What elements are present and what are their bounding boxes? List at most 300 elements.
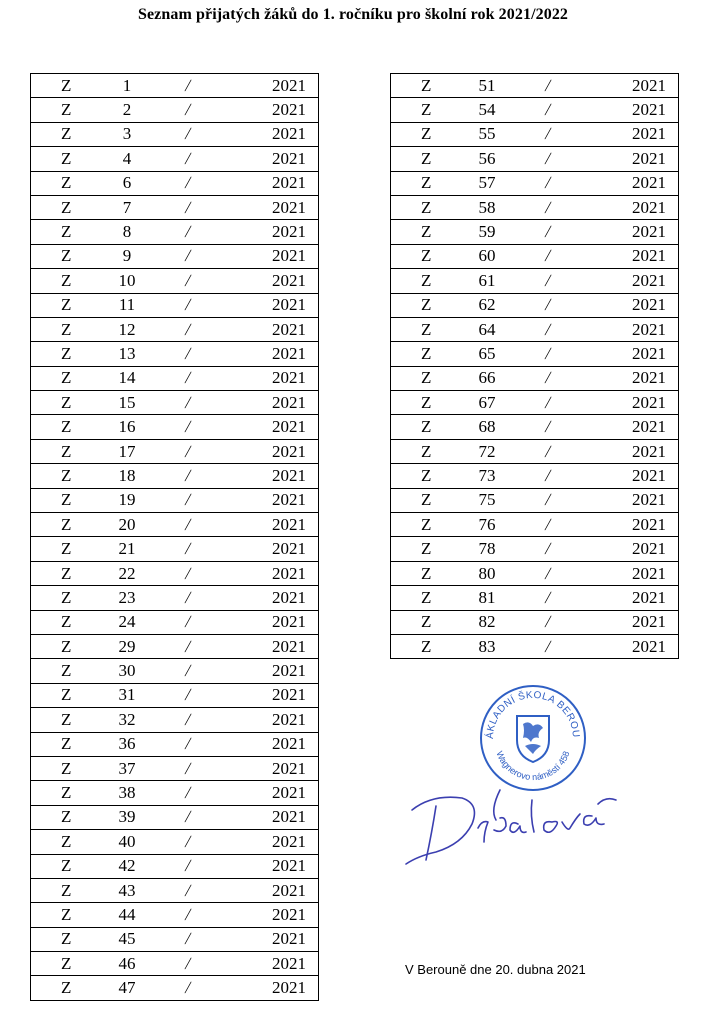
year: 2021	[632, 636, 666, 656]
school-stamp	[477, 680, 589, 792]
place-and-date: V Berouně dne 20. dubna 2021	[405, 962, 586, 977]
year: 2021	[272, 831, 306, 851]
year: 2021	[632, 343, 666, 363]
student-number: 56	[478, 148, 496, 168]
separator: /	[183, 929, 193, 949]
year: 2021	[272, 539, 306, 559]
svg-text:ZÁKLADNÍ ŠKOLA BEROUN: ÁKLADNÍ ŠKOLA BEROU	[484, 689, 582, 740]
prefix: Z	[61, 319, 72, 339]
student-number: 22	[118, 563, 136, 583]
student-number: 10	[118, 270, 136, 290]
student-number: 44	[118, 904, 136, 924]
table-row	[391, 464, 679, 488]
year: 2021	[632, 148, 666, 168]
year: 2021	[272, 904, 306, 924]
table-row	[391, 220, 679, 244]
year: 2021	[272, 709, 306, 729]
student-number: 45	[118, 929, 136, 949]
year: 2021	[272, 392, 306, 412]
table-row	[391, 586, 679, 610]
separator: /	[543, 222, 553, 242]
student-number: 2	[122, 100, 132, 120]
student-number: 19	[118, 490, 136, 510]
student-number: 29	[118, 636, 136, 656]
table-row	[391, 610, 679, 634]
year: 2021	[632, 417, 666, 437]
prefix: Z	[421, 124, 432, 144]
year: 2021	[272, 953, 306, 973]
prefix: Z	[61, 783, 72, 803]
student-number: 4	[122, 148, 132, 168]
separator: /	[183, 734, 193, 754]
student-number: 57	[478, 173, 496, 193]
table-row	[391, 342, 679, 366]
prefix: Z	[61, 685, 72, 705]
year: 2021	[272, 758, 306, 778]
year: 2021	[272, 148, 306, 168]
prefix: Z	[61, 100, 72, 120]
table-row	[31, 171, 319, 195]
student-number: 65	[478, 343, 496, 363]
separator: /	[183, 368, 193, 388]
prefix: Z	[61, 514, 72, 534]
table-row	[31, 122, 319, 146]
table-row	[391, 317, 679, 341]
student-number: 62	[478, 295, 496, 315]
separator: /	[543, 539, 553, 559]
student-number: 66	[478, 368, 496, 388]
year: 2021	[272, 783, 306, 803]
separator: /	[183, 856, 193, 876]
left-student-list	[30, 73, 319, 1001]
student-number: 16	[118, 417, 136, 437]
year: 2021	[272, 222, 306, 242]
separator: /	[543, 270, 553, 290]
student-number: 11	[118, 295, 136, 315]
separator: /	[543, 563, 553, 583]
prefix: Z	[61, 978, 72, 998]
year: 2021	[632, 319, 666, 339]
separator: /	[183, 758, 193, 778]
separator: /	[183, 539, 193, 559]
table-row	[31, 903, 319, 927]
student-number: 38	[118, 783, 136, 803]
prefix: Z	[61, 856, 72, 876]
prefix: Z	[61, 880, 72, 900]
table-row	[391, 293, 679, 317]
separator: /	[183, 222, 193, 242]
prefix: Z	[61, 173, 72, 193]
table-row	[391, 415, 679, 439]
prefix: Z	[61, 953, 72, 973]
table-row	[31, 561, 319, 585]
separator: /	[183, 563, 193, 583]
separator: /	[183, 246, 193, 266]
prefix: Z	[421, 270, 432, 290]
table-row	[391, 537, 679, 561]
year: 2021	[632, 270, 666, 290]
separator: /	[543, 368, 553, 388]
prefix: Z	[61, 124, 72, 144]
right-student-list	[390, 73, 679, 659]
prefix: Z	[61, 197, 72, 217]
prefix: Z	[61, 465, 72, 485]
table-row	[31, 952, 319, 976]
separator: /	[543, 75, 553, 95]
student-number: 40	[118, 831, 136, 851]
prefix: Z	[421, 197, 432, 217]
year: 2021	[272, 343, 306, 363]
year: 2021	[632, 612, 666, 632]
year: 2021	[272, 465, 306, 485]
year: 2021	[272, 514, 306, 534]
table-row	[31, 683, 319, 707]
table-row	[391, 98, 679, 122]
separator: /	[183, 587, 193, 607]
year: 2021	[272, 661, 306, 681]
year: 2021	[272, 124, 306, 144]
separator: /	[183, 709, 193, 729]
separator: /	[183, 783, 193, 803]
table-row	[391, 195, 679, 219]
year: 2021	[272, 929, 306, 949]
student-number: 6	[122, 173, 132, 193]
separator: /	[543, 100, 553, 120]
student-number: 78	[478, 539, 496, 559]
student-number: 76	[478, 514, 496, 534]
separator: /	[543, 173, 553, 193]
student-number: 39	[118, 807, 136, 827]
year: 2021	[272, 319, 306, 339]
prefix: Z	[61, 661, 72, 681]
year: 2021	[272, 563, 306, 583]
prefix: Z	[61, 148, 72, 168]
student-number: 42	[118, 856, 136, 876]
table-row	[31, 488, 319, 512]
prefix: Z	[421, 319, 432, 339]
separator: /	[543, 148, 553, 168]
prefix: Z	[61, 734, 72, 754]
table-row	[391, 439, 679, 463]
separator: /	[183, 270, 193, 290]
year: 2021	[632, 392, 666, 412]
prefix: Z	[421, 295, 432, 315]
separator: /	[183, 465, 193, 485]
prefix: Z	[421, 587, 432, 607]
prefix: Z	[61, 295, 72, 315]
student-number: 32	[118, 709, 136, 729]
table-row	[31, 659, 319, 683]
prefix: Z	[61, 587, 72, 607]
year: 2021	[632, 514, 666, 534]
table-row	[31, 74, 319, 98]
year: 2021	[632, 75, 666, 95]
year: 2021	[272, 685, 306, 705]
prefix: Z	[61, 490, 72, 510]
prefix: Z	[61, 417, 72, 437]
year: 2021	[632, 197, 666, 217]
table-row	[391, 244, 679, 268]
table-row	[31, 927, 319, 951]
student-number: 83	[478, 636, 496, 656]
table-row	[31, 293, 319, 317]
student-number: 68	[478, 417, 496, 437]
prefix: Z	[421, 75, 432, 95]
table-row	[391, 391, 679, 415]
prefix: Z	[61, 904, 72, 924]
table-row	[391, 122, 679, 146]
prefix: Z	[61, 539, 72, 559]
year: 2021	[272, 490, 306, 510]
prefix: Z	[421, 465, 432, 485]
table-row	[391, 147, 679, 171]
prefix: Z	[421, 246, 432, 266]
prefix: Z	[421, 222, 432, 242]
year: 2021	[272, 807, 306, 827]
student-number: 82	[478, 612, 496, 632]
separator: /	[183, 978, 193, 998]
student-number: 75	[478, 490, 496, 510]
table-row	[31, 147, 319, 171]
student-number: 23	[118, 587, 136, 607]
table-row	[31, 391, 319, 415]
table-row	[31, 732, 319, 756]
table-row	[31, 976, 319, 1000]
student-number: 24	[118, 612, 136, 632]
table-row	[31, 610, 319, 634]
table-row	[31, 439, 319, 463]
separator: /	[183, 904, 193, 924]
table-row	[391, 366, 679, 390]
separator: /	[183, 148, 193, 168]
prefix: Z	[61, 441, 72, 461]
year: 2021	[272, 173, 306, 193]
table-row	[31, 854, 319, 878]
separator: /	[183, 392, 193, 412]
separator: /	[543, 441, 553, 461]
separator: /	[183, 343, 193, 363]
year: 2021	[632, 563, 666, 583]
separator: /	[543, 124, 553, 144]
student-number: 1	[122, 75, 132, 95]
table-row	[31, 269, 319, 293]
year: 2021	[272, 856, 306, 876]
table-row	[391, 269, 679, 293]
separator: /	[183, 490, 193, 510]
year: 2021	[632, 539, 666, 559]
year: 2021	[272, 978, 306, 998]
table-row	[31, 830, 319, 854]
prefix: Z	[421, 636, 432, 656]
student-number: 58	[478, 197, 496, 217]
student-number: 61	[478, 270, 496, 290]
separator: /	[183, 661, 193, 681]
year: 2021	[272, 441, 306, 461]
year: 2021	[632, 368, 666, 388]
table-row	[391, 488, 679, 512]
table-row	[31, 878, 319, 902]
prefix: Z	[61, 392, 72, 412]
student-number: 18	[118, 465, 136, 485]
table-row	[31, 98, 319, 122]
separator: /	[543, 319, 553, 339]
student-number: 67	[478, 392, 496, 412]
separator: /	[543, 295, 553, 315]
table-row	[31, 220, 319, 244]
separator: /	[543, 392, 553, 412]
student-number: 20	[118, 514, 136, 534]
year: 2021	[632, 587, 666, 607]
prefix: Z	[61, 758, 72, 778]
table-row	[31, 195, 319, 219]
student-number: 7	[122, 197, 132, 217]
student-number: 13	[118, 343, 136, 363]
separator: /	[183, 831, 193, 851]
year: 2021	[272, 587, 306, 607]
year: 2021	[272, 612, 306, 632]
year: 2021	[632, 490, 666, 510]
year: 2021	[272, 246, 306, 266]
coat-of-arms-icon	[517, 716, 549, 762]
table-row	[31, 513, 319, 537]
table-row	[31, 537, 319, 561]
separator: /	[183, 441, 193, 461]
student-number: 51	[478, 75, 496, 95]
student-number: 54	[478, 100, 496, 120]
table-row	[31, 366, 319, 390]
separator: /	[183, 417, 193, 437]
separator: /	[183, 612, 193, 632]
student-number: 30	[118, 661, 136, 681]
separator: /	[183, 319, 193, 339]
separator: /	[543, 197, 553, 217]
student-number: 47	[118, 978, 136, 998]
separator: /	[543, 246, 553, 266]
year: 2021	[272, 100, 306, 120]
separator: /	[183, 75, 193, 95]
student-number: 37	[118, 758, 136, 778]
table-row	[31, 781, 319, 805]
table-row	[31, 317, 319, 341]
student-number: 36	[118, 734, 136, 754]
table-row	[391, 513, 679, 537]
table-row	[391, 561, 679, 585]
separator: /	[543, 490, 553, 510]
table-row	[31, 415, 319, 439]
prefix: Z	[61, 636, 72, 656]
prefix: Z	[421, 173, 432, 193]
prefix: Z	[61, 612, 72, 632]
student-number: 9	[122, 246, 132, 266]
year: 2021	[272, 734, 306, 754]
prefix: Z	[61, 222, 72, 242]
prefix: Z	[421, 612, 432, 632]
prefix: Z	[61, 270, 72, 290]
student-number: 81	[478, 587, 496, 607]
student-number: 17	[118, 441, 136, 461]
separator: /	[543, 636, 553, 656]
separator: /	[543, 343, 553, 363]
separator: /	[543, 465, 553, 485]
separator: /	[183, 636, 193, 656]
prefix: Z	[421, 539, 432, 559]
table-row	[31, 634, 319, 658]
table-row	[31, 708, 319, 732]
year: 2021	[632, 124, 666, 144]
prefix: Z	[421, 490, 432, 510]
table-row	[391, 634, 679, 658]
separator: /	[183, 953, 193, 973]
student-number: 73	[478, 465, 496, 485]
student-number: 80	[478, 563, 496, 583]
handwritten-signature	[392, 780, 632, 870]
page-title: Seznam přijatých žáků do 1. ročníku pro školní rok 2021/2022	[137, 6, 569, 23]
separator: /	[183, 807, 193, 827]
year: 2021	[272, 295, 306, 315]
separator: /	[183, 295, 193, 315]
prefix: Z	[421, 563, 432, 583]
year: 2021	[272, 75, 306, 95]
separator: /	[543, 417, 553, 437]
year: 2021	[632, 465, 666, 485]
prefix: Z	[421, 392, 432, 412]
year: 2021	[632, 295, 666, 315]
year: 2021	[272, 270, 306, 290]
student-number: 46	[118, 953, 136, 973]
year: 2021	[272, 880, 306, 900]
prefix: Z	[61, 807, 72, 827]
student-number: 3	[122, 124, 132, 144]
separator: /	[183, 173, 193, 193]
prefix: Z	[61, 831, 72, 851]
prefix: Z	[421, 368, 432, 388]
prefix: Z	[61, 343, 72, 363]
prefix: Z	[61, 563, 72, 583]
prefix: Z	[61, 368, 72, 388]
table-row	[31, 342, 319, 366]
year: 2021	[272, 368, 306, 388]
year: 2021	[632, 222, 666, 242]
prefix: Z	[421, 343, 432, 363]
separator: /	[183, 685, 193, 705]
student-number: 31	[118, 685, 136, 705]
table-row	[31, 586, 319, 610]
svg-text:Wagnerovo náměstí 458: Wagnerovo náměstí 458	[494, 749, 572, 783]
prefix: Z	[61, 246, 72, 266]
table-row	[31, 756, 319, 780]
separator: /	[183, 880, 193, 900]
student-number: 43	[118, 880, 136, 900]
prefix: Z	[421, 100, 432, 120]
separator: /	[183, 124, 193, 144]
student-number: 64	[478, 319, 496, 339]
separator: /	[543, 514, 553, 534]
prefix: Z	[61, 709, 72, 729]
year: 2021	[272, 636, 306, 656]
prefix: Z	[61, 929, 72, 949]
table-row	[31, 244, 319, 268]
student-number: 60	[478, 246, 496, 266]
year: 2021	[632, 100, 666, 120]
table-row	[391, 74, 679, 98]
table-row	[391, 171, 679, 195]
separator: /	[543, 612, 553, 632]
prefix: Z	[421, 441, 432, 461]
student-number: 15	[118, 392, 136, 412]
separator: /	[543, 587, 553, 607]
student-number: 72	[478, 441, 496, 461]
separator: /	[183, 197, 193, 217]
